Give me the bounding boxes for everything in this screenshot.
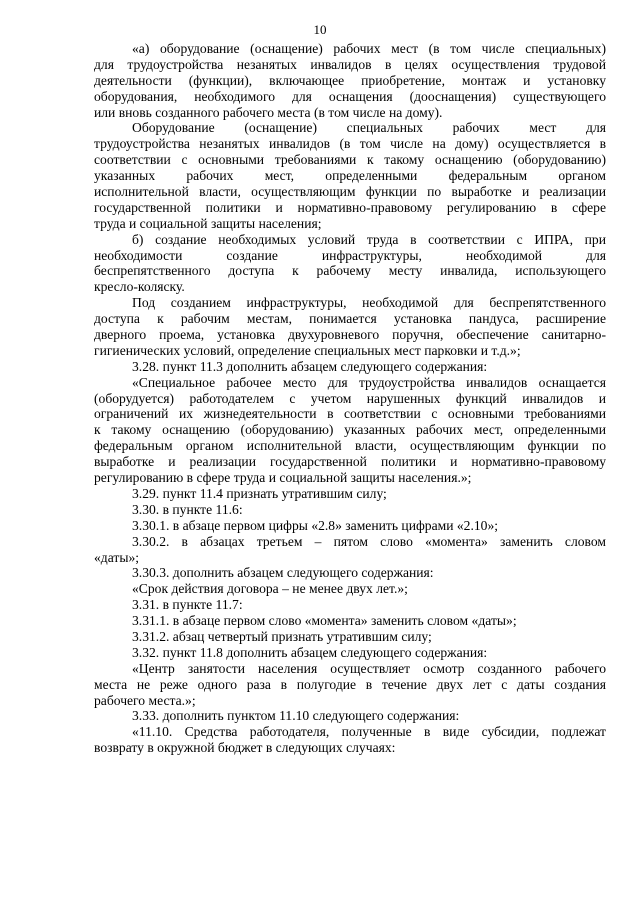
text-line: исполнительной власти, осуществляющим функции по выработке и реализации [94,184,606,200]
text-line: возврату в окружной бюджет в следующих случаях: [94,740,396,756]
text-line: дверного проема, установка двухуровневого поручня, обеспечение санитарно- [94,327,606,343]
text-line: «11.10. Средства работодателя, полученные в виде субсидии, подлежат [132,724,606,740]
text-line: «даты»; [94,549,140,565]
text-line: деятельности (функции), включающее приобретение, монтаж и установку [94,72,606,88]
text-line: 3.30. в пункте 11.6: [132,501,243,517]
text-line: указанных рабочих мест, определенными федеральным органом [94,168,606,184]
text-line: 3.28. пункт 11.3 дополнить абзацем следующего содержания: [132,358,488,374]
text-line: (оборудуется) работодателем с учетом нарушенных функций инвалидов и [94,390,606,406]
text-line: оборудования, необходимого для оснащения (дооснащения) существующего [94,88,606,104]
text-line: 3.33. дополнить пунктом 11.10 следующего содержания: [132,708,460,724]
text-line: 3.29. пункт 11.4 признать утратившим силу; [132,485,387,501]
text-line: или вновь созданного рабочего места (в том числе на дому). [94,104,443,120]
text-line: 3.31.2. абзац четвертый признать утратившим силу; [132,628,432,644]
text-line: рабочего места.»; [94,692,196,708]
text-line: трудоустройства незанятых инвалидов (в том числе на дому) осуществляется в [94,136,606,152]
text-line: Оборудование (оснащение) специальных рабочих мест для [132,120,606,136]
text-line: «Центр занятости населения осуществляет осмотр созданного рабочего [132,660,606,676]
text-line: 3.30.2. в абзацах третьем – пятом слово «момента» заменить словом [132,533,606,549]
text-line: 3.32. пункт 11.8 дополнить абзацем следующего содержания: [132,644,488,660]
text-line: б) создание необходимых условий труда в соответствии с ИПРА, при [132,231,606,247]
text-line: необходимости создание инфраструктуры, необходимой для [94,247,606,263]
text-line: к такому оснащению (оборудованию) указанных рабочих мест, определенными [94,422,606,438]
text-line: 3.31. в пункте 11.7: [132,597,243,613]
text-line: государственной политики и нормативно-правовому регулированию в сфере [94,199,606,215]
text-line: ограничений их жизнедеятельности в соответствии с основными требованиями [94,406,606,422]
text-line: труда и социальной защиты населения; [94,215,322,231]
text-line: «Специальное рабочее место для трудоустройства инвалидов оснащается [132,374,606,390]
text-line: кресло-коляску. [94,279,185,295]
text-line: 3.30.3. дополнить абзацем следующего содержания: [132,565,434,581]
text-line: «Срок действия договора – не менее двух лет.»; [132,581,408,597]
page-number: 10 [313,22,327,37]
text-line: доступа к рабочим местам, понимается установка пандуса, расширение [94,311,606,327]
text-line: Под созданием инфраструктуры, необходимой для беспрепятственного [132,295,606,311]
text-line: регулированию в сфере труда и социальной защиты населения.»; [94,470,472,486]
text-line: федеральным органом исполнительной власти, осуществляющим функции по [94,438,606,454]
text-line: беспрепятственного доступа к рабочему месту инвалида, использующего [94,263,606,279]
text-line: 3.30.1. в абзаце первом цифры «2.8» заменить цифрами «2.10»; [132,517,499,533]
text-line: гигиенических условий, определение специальных мест парковки и т.д.»; [94,342,521,358]
text-line: места не реже одного раза в полугодие в течение двух лет с даты создания [94,676,606,692]
text-line: соответствии с основными требованиями к такому оснащению (оборудованию) [94,152,606,168]
text-line: выработке и реализации государственной политики и нормативно-правовому [94,454,606,470]
text-line: для трудоустройства незанятых инвалидов в целях осуществления трудовой [94,56,606,72]
document-body [94,41,606,756]
text-line: «а) оборудование (оснащение) рабочих мест (в том числе специальных) [132,41,606,56]
text-line: 3.31.1. в абзаце первом слово «момента» заменить словом «даты»; [132,613,517,629]
